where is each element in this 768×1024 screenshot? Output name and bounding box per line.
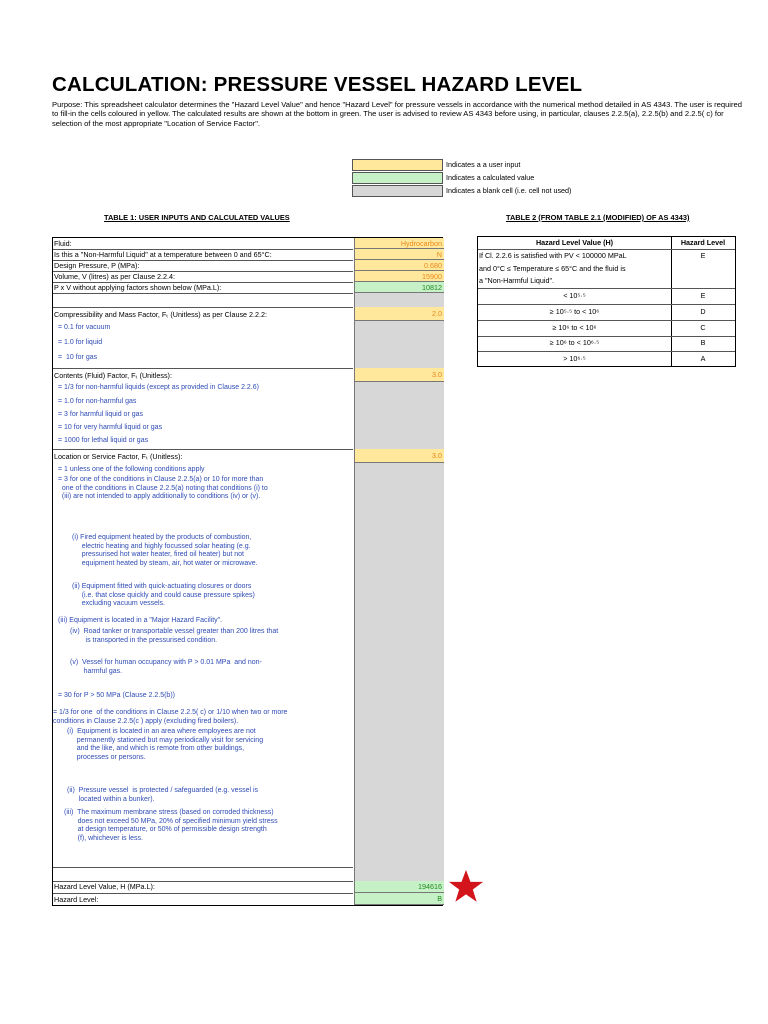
table2-level: D bbox=[700, 307, 706, 316]
table2-level: C bbox=[700, 323, 706, 332]
volume-label: Volume, V (litres) as per Clause 2.2.4: bbox=[54, 272, 176, 281]
pv-output: 10812 bbox=[355, 282, 444, 293]
fs-condition-v: (v) Vessel for human occupancy with P > 0.01 MPa and non- harmful gas. bbox=[70, 659, 262, 675]
fs-condition-c-iii: (iii) The maximum membrane stress (based on corroded thickness) does not exceed 50 MPa, 20% of specified minimum yield stress at design temperature, or 50% of permissible design strength (f), whichever is less. bbox=[64, 809, 278, 842]
hazard-level-output: B bbox=[355, 893, 444, 905]
fs-note-clause-b: = 30 for P > 50 MPa (Clause 2.2.5(b)) bbox=[58, 692, 175, 699]
table2-range: ≥ 10⁵·⁵ to < 10⁶ bbox=[549, 307, 600, 316]
fs-condition-i: (i) Fired equipment heated by the products of combustion, electric heating and highly focussed solar heating (e.g. pressurised hot water heater, fired oil heater) but not equipment heated by steam, air, hot water or microwave. bbox=[72, 534, 258, 567]
table2-condition-line-2: and 0°C ≤ Temperature ≤ 65°C and the fluid is bbox=[479, 264, 626, 273]
fs-condition-c-i: (i) Equipment is located in an area where employees are not permanently stationed but may periodically visit for servicing and the like, and which is remote from other buildings, processes or persons. bbox=[67, 728, 264, 761]
table2-range: > 10⁶·⁵ bbox=[563, 354, 586, 363]
hazard-level-label: Hazard Level: bbox=[54, 895, 99, 904]
legend-swatch-input bbox=[352, 159, 443, 171]
values-column bbox=[354, 238, 444, 905]
table2-range: < 10⁵·⁵ bbox=[563, 291, 586, 300]
fm-note-vacuum: = 0.1 for vacuum bbox=[58, 324, 111, 331]
legend-swatch-blank bbox=[352, 185, 443, 197]
fc-label: Contents (Fluid) Factor, Fₜ (Unitless): bbox=[54, 371, 172, 380]
table2-level: A bbox=[700, 354, 706, 363]
table2-col-hazard-level: Hazard Level bbox=[680, 238, 726, 247]
volume-input[interactable]: 15900 bbox=[355, 271, 444, 282]
fm-note-gas: = 10 for gas bbox=[58, 354, 98, 361]
fc-note-2: = 1.0 for non-harmful gas bbox=[58, 398, 137, 405]
pv-label: P x V without applying factors shown below (MPa.L): bbox=[54, 283, 222, 292]
legend-blank-label: Indicates a blank cell (i.e. cell not used) bbox=[446, 186, 572, 195]
table2-range: ≥ 10⁶ to < 10⁶ bbox=[552, 323, 597, 332]
fs-label: Location or Service Factor, Fₜ (Unitless): bbox=[54, 452, 183, 461]
table2-condition-line-3: a "Non-Harmful Liquid". bbox=[479, 276, 555, 285]
fs-condition-iv: (iv) Road tanker or transportable vessel greater than 200 litres that is transported in the pressurised condition. bbox=[70, 628, 279, 644]
table2-condition-level: E bbox=[700, 251, 706, 260]
fc-note-4: = 10 for very harmful liquid or gas bbox=[58, 424, 163, 431]
legend-swatch-calculated bbox=[352, 172, 443, 184]
fs-condition-ii: (ii) Equipment fitted with quick-actuating closures or doors (i.e. that close quickly and could cause pressure spikes) excluding vacuum vessels. bbox=[72, 583, 255, 608]
fs-note-clause-c: = 1/3 for one of the conditions in Clause 2.2.5( c) or 1/10 when two or more conditions in Clause 2.2.5(c ) apply (excluding fired boilers). bbox=[53, 709, 288, 725]
fc-note-1: = 1/3 for non-harmful liquids (except as provided in Clause 2.2.6) bbox=[58, 384, 259, 391]
purpose-text: Purpose: This spreadsheet calculator determines the "Hazard Level Value" and hence "Hazard Level" for pressure vessels in accordance with the numerical method detailed in AS 4343. The user is required to fill-in the cells coloured in yellow. The calculated results are shown at the bottom in green. The user is advised to review AS 4343 before using, in particular, clauses 2.2.5(a), 2.2.5(b) and 2.2.5( c) for selection of the most appropriate "Location of Service Factor". bbox=[52, 100, 742, 128]
table2 bbox=[477, 236, 736, 367]
blank-cell bbox=[355, 463, 444, 881]
table1-heading: TABLE 1: USER INPUTS AND CALCULATED VALUES bbox=[104, 213, 290, 222]
table2-level: E bbox=[700, 291, 706, 300]
fluid-label: Fluid: bbox=[54, 239, 72, 248]
fs-input[interactable]: 3.0 bbox=[355, 449, 444, 463]
page-title: CALCULATION: PRESSURE VESSEL HAZARD LEVEL bbox=[52, 73, 583, 96]
legend-input-label: Indicates a a user input bbox=[446, 160, 521, 169]
fm-note-liquid: = 1.0 for liquid bbox=[58, 339, 103, 346]
pressure-label: Design Pressure, P (MPa): bbox=[54, 261, 140, 270]
blank-cell bbox=[355, 293, 444, 307]
table2-level: B bbox=[700, 338, 706, 347]
fs-note-default: = 1 unless one of the following conditions apply bbox=[58, 466, 205, 473]
table2-range: ≥ 10⁶ to < 10⁶·⁵ bbox=[549, 338, 600, 347]
hazard-value-output: 194616 bbox=[355, 881, 444, 893]
table2-heading: TABLE 2 (FROM TABLE 2.1 (MODIFIED) OF AS 4343) bbox=[506, 213, 690, 222]
hazard-value-label: Hazard Level Value, H (MPa.L): bbox=[54, 882, 155, 891]
fs-note-clause-a: = 3 for one of the conditions in Clause 2.2.5(a) or 10 for more than one of the conditions in Clause 2.2.5(a) noting that conditions (i) to (iii) are not intended to apply additionally to conditions (iv) or (v). bbox=[58, 476, 268, 501]
legend-calculated-label: Indicates a calculated value bbox=[446, 173, 535, 182]
star-icon bbox=[447, 868, 485, 906]
table2-col-hazard-value: Hazard Level Value (H) bbox=[535, 238, 614, 247]
pressure-input[interactable]: 0.680 bbox=[355, 260, 444, 271]
fluid-input[interactable]: Hydrocarbon bbox=[355, 238, 444, 249]
table2-condition-line-1: If Cl. 2.2.6 is satisfied with PV < 100000 MPaL bbox=[479, 251, 627, 260]
fm-input[interactable]: 2.0 bbox=[355, 307, 444, 321]
non-harmful-label: Is this a "Non-Harmful Liquid" at a temperature between 0 and 65°C: bbox=[54, 250, 272, 259]
fc-note-3: = 3 for harmful liquid or gas bbox=[58, 411, 144, 418]
fc-input[interactable]: 3.0 bbox=[355, 368, 444, 382]
fm-label: Compressibility and Mass Factor, Fₜ (Unitless) as per Clause 2.2.2: bbox=[54, 310, 268, 319]
blank-cell bbox=[355, 321, 444, 368]
fs-condition-c-ii: (ii) Pressure vessel is protected / safeguarded (e.g. vessel is located within a bunker). bbox=[67, 787, 259, 803]
fc-note-5: = 1000 for lethal liquid or gas bbox=[58, 437, 149, 444]
blank-cell bbox=[355, 382, 444, 449]
table1 bbox=[52, 237, 443, 906]
fs-condition-iii: (iii) Equipment is located in a "Major Hazard Facility". bbox=[58, 617, 223, 624]
non-harmful-input[interactable]: N bbox=[355, 249, 444, 260]
